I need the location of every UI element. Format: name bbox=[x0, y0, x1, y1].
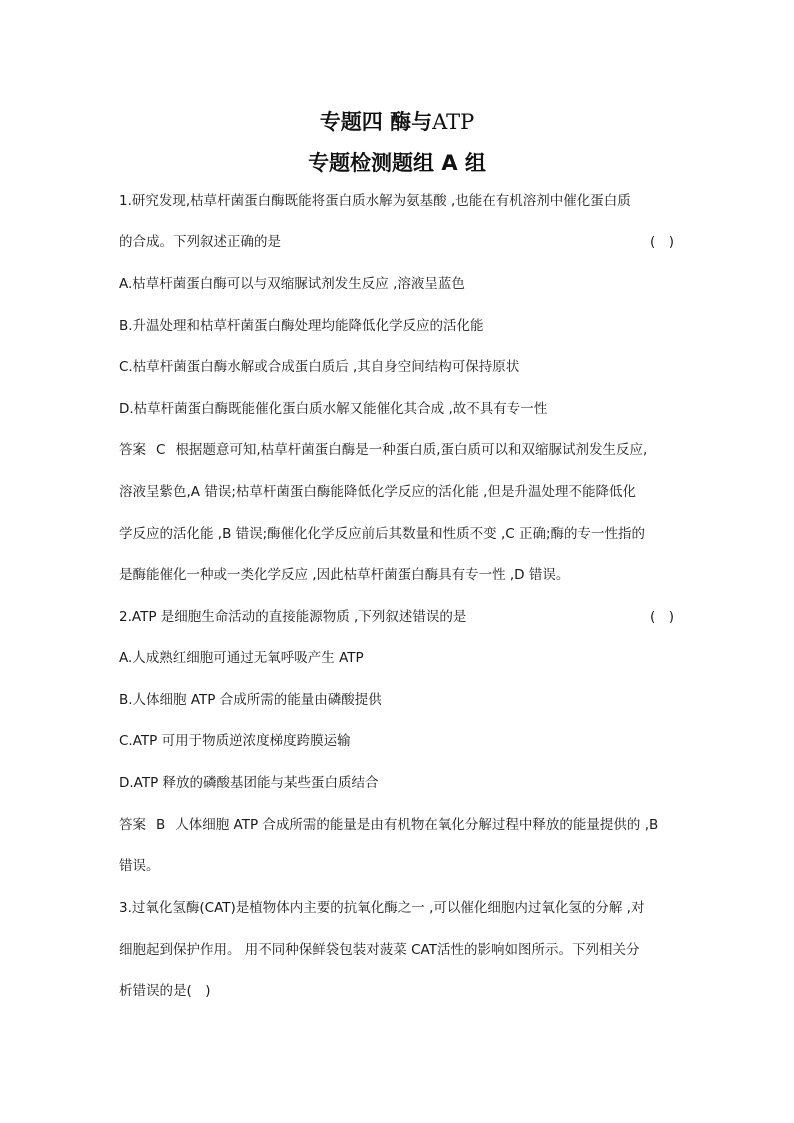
q1-answer-line1 bbox=[119, 441, 647, 459]
q2-answer-line1 bbox=[119, 816, 658, 834]
q1-explanation-3: 学反应的活化能 ,B 错误;酶催化化学反应前后其数量和性质不变 ,C 正确;酶的专一性指的 bbox=[119, 526, 646, 542]
q1-explanation-2: 溶液呈紫色,A 错误;枯草杆菌蛋白酶能降低化学反应的活化能 ,但是升温处理不能降低化 bbox=[119, 484, 636, 500]
q1-explanation-1: 根据题意可知,枯草杆菌蛋白酶是一种蛋白质,蛋白质可以和双缩脲试剂发生反应, bbox=[175, 442, 648, 458]
q1-answer-label: 答案 bbox=[119, 442, 146, 458]
title-latin: ATP bbox=[432, 110, 475, 134]
page-subtitle: 专题检测题组 A 组 bbox=[308, 151, 486, 175]
q1-answer-paren: ( ) bbox=[650, 234, 675, 250]
page-title bbox=[0, 106, 794, 136]
q1-stem-line2: 的合成。下列叙述正确的是 bbox=[119, 234, 281, 250]
q2-option-d: D.ATP 释放的磷酸基团能与某些蛋白质结合 bbox=[119, 775, 379, 791]
q2-option-b: B.人体细胞 ATP 合成所需的能量由磷酸提供 bbox=[119, 692, 382, 708]
q1-option-d: D.枯草杆菌蛋白酶既能催化蛋白质水解又能催化其合成 ,故不具有专一性 bbox=[119, 401, 548, 417]
q2-option-a: A.人成熟红细胞可通过无氧呼吸产生 ATP bbox=[119, 650, 364, 666]
title-main: 专题四 酶与 bbox=[319, 110, 433, 134]
q2-explanation-1: 人体细胞 ATP 合成所需的能量是由有机物在氧化分解过程中释放的能量提供的 ,B bbox=[175, 817, 659, 833]
q1-option-c: C.枯草杆菌蛋白酶水解或合成蛋白质后 ,其自身空间结构可保持原状 bbox=[119, 359, 520, 375]
q3-stem-line2: 细胞起到保护作用。 用不同种保鲜袋包装对菠菜 CAT活性的影响如图所示。下列相关分 bbox=[119, 942, 640, 958]
q1-explanation-4: 是酶能催化一种或一类化学反应 ,因此枯草杆菌蛋白酶具有专一性 ,D 错误。 bbox=[119, 567, 570, 583]
q2-stem: 2.ATP 是细胞生命活动的直接能源物质 ,下列叙述错误的是 bbox=[119, 609, 467, 625]
q1-answer-letter: C bbox=[156, 442, 166, 458]
q2-explanation-2: 错误。 bbox=[119, 858, 160, 874]
q2-answer-label: 答案 bbox=[119, 817, 146, 833]
q2-option-c: C.ATP 可用于物质逆浓度梯度跨膜运输 bbox=[119, 733, 351, 749]
q2-answer-paren: ( ) bbox=[650, 609, 675, 625]
q1-option-b: B.升温处理和枯草杆菌蛋白酶处理均能降低化学反应的活化能 bbox=[119, 318, 484, 334]
q1-stem-line1: 1.研究发现,枯草杆菌蛋白酶既能将蛋白质水解为氨基酸 ,也能在有机溶剂中催化蛋白质 bbox=[119, 193, 631, 209]
q1-option-a: A.枯草杆菌蛋白酶可以与双缩脲试剂发生反应 ,溶液呈蓝色 bbox=[119, 276, 465, 292]
q2-answer-letter: B bbox=[156, 817, 166, 833]
q3-stem-line1: 3.过氧化氢酶(CAT)是植物体内主要的抗氧化酶之一 ,可以催化细胞内过氧化氢的分解 ,对 bbox=[119, 900, 645, 916]
q3-stem-line3: 析错误的是( ) bbox=[119, 983, 211, 999]
